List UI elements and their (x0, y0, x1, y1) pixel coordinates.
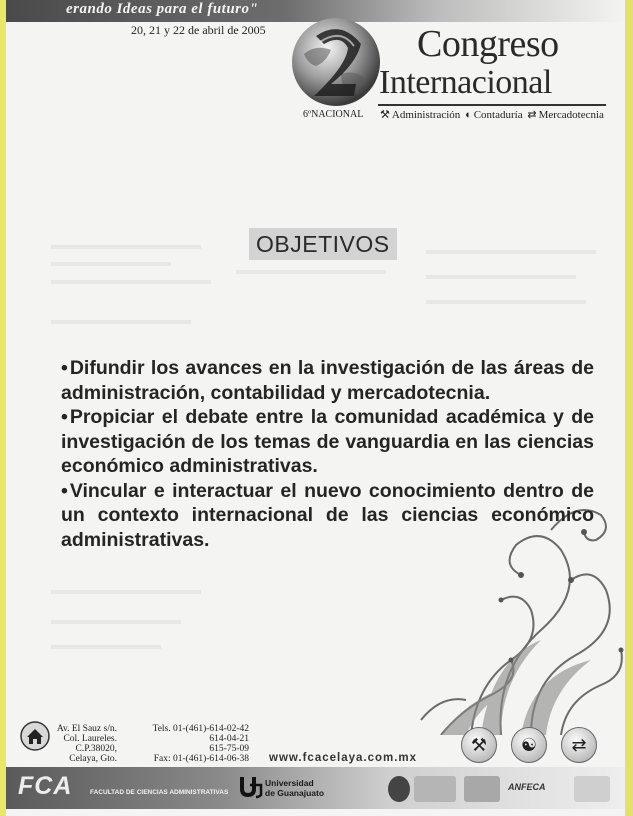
discipline-administracion: Administración (391, 109, 461, 121)
partner-institute-logo (464, 776, 500, 802)
phone-block (139, 724, 249, 764)
address-block (52, 724, 117, 764)
website-link[interactable]: www.fcacelaya.com.mx (269, 752, 418, 764)
discipline-mercadotecnia: Mercadotecnia (538, 109, 604, 121)
show-through-line (426, 275, 576, 279)
university-line: de Guanajuato (265, 788, 325, 798)
show-through-line (51, 320, 191, 324)
address-line: Av. El Sauz s/n. (56, 724, 117, 734)
university-name (265, 778, 324, 798)
bullet-icon: • (61, 357, 68, 379)
bullet-icon: • (61, 406, 68, 428)
house-icon (20, 721, 50, 751)
show-through-line (51, 645, 161, 649)
objectives-heading: OBJETIVOS (249, 228, 397, 260)
objective-item (61, 479, 594, 553)
partner-seal-logo (388, 776, 410, 802)
nacional-label: 6ºNACIONAL (303, 109, 364, 120)
university-line: Universidad (265, 778, 314, 788)
objectives-list (61, 356, 594, 552)
disciplines-list (378, 108, 604, 121)
show-through-line (51, 262, 171, 266)
objective-text: Propiciar el debate entre la comunidad académica y de investigación de los temas de vanguardia en las ciencias económico administrativas. (61, 406, 594, 477)
address-line: Celaya, Gto. (69, 754, 117, 764)
congress-globe-logo (286, 14, 386, 114)
yin-yang-badge-icon: ☯ (511, 727, 547, 763)
partner-text-logo (414, 776, 456, 802)
congress-subtitle: Internacional (379, 64, 552, 101)
objective-text: Difundir los avances en la investigación de las áreas de administración, contabilidad y mercadotecnia. (61, 357, 594, 404)
page-edge-right (625, 0, 633, 816)
objective-item (61, 356, 594, 405)
show-through-line (51, 245, 201, 249)
marketing-icon: ⇄ (527, 109, 537, 121)
show-through-line (51, 280, 211, 284)
accounting-icon: ◐ (465, 109, 472, 121)
phone-line: 615-75-09 (209, 744, 249, 754)
fca-logo: FCA (18, 772, 73, 800)
marketing-badge-icon: ⇄ (561, 727, 597, 763)
show-through-line (236, 270, 386, 274)
objective-item (61, 405, 594, 479)
address-line: C.P.38020, (75, 744, 117, 754)
phone-line: 614-04-21 (209, 734, 249, 744)
partner-figure-logo (574, 776, 610, 802)
anfeca-logo: ANFECA (508, 782, 546, 792)
show-through-line (51, 620, 181, 624)
phone-line: Tels. 01-(461)-614-02-42 (152, 724, 249, 734)
university-logo (237, 775, 263, 799)
administration-badge-icon: ⚒ (461, 727, 497, 763)
title-divider (378, 104, 606, 106)
bullet-icon: • (61, 479, 68, 502)
address-line: Col. Laureles. (63, 734, 117, 744)
fax-line: Fax: 01-(461)-614-06-38 (153, 754, 249, 764)
objective-text: Vincular e interactuar el nuevo conocimiento dentro de un contexto internacional de las ciencias económico administrativas. (61, 479, 594, 551)
slogan: erando Ideas para el futuro" (66, 1, 259, 17)
administration-icon: ⚒ (380, 109, 390, 121)
document-page (6, 0, 625, 816)
show-through-line (426, 250, 596, 254)
congress-title: Congreso (417, 23, 559, 65)
discipline-contaduria: Contaduría (473, 109, 523, 121)
faculty-name: FACULTAD DE CIENCIAS ADMINISTRATIVAS (90, 789, 229, 796)
event-dates: 20, 21 y 22 de abril de 2005 (131, 23, 266, 37)
show-through-line (426, 300, 586, 304)
show-through-line (51, 590, 201, 594)
